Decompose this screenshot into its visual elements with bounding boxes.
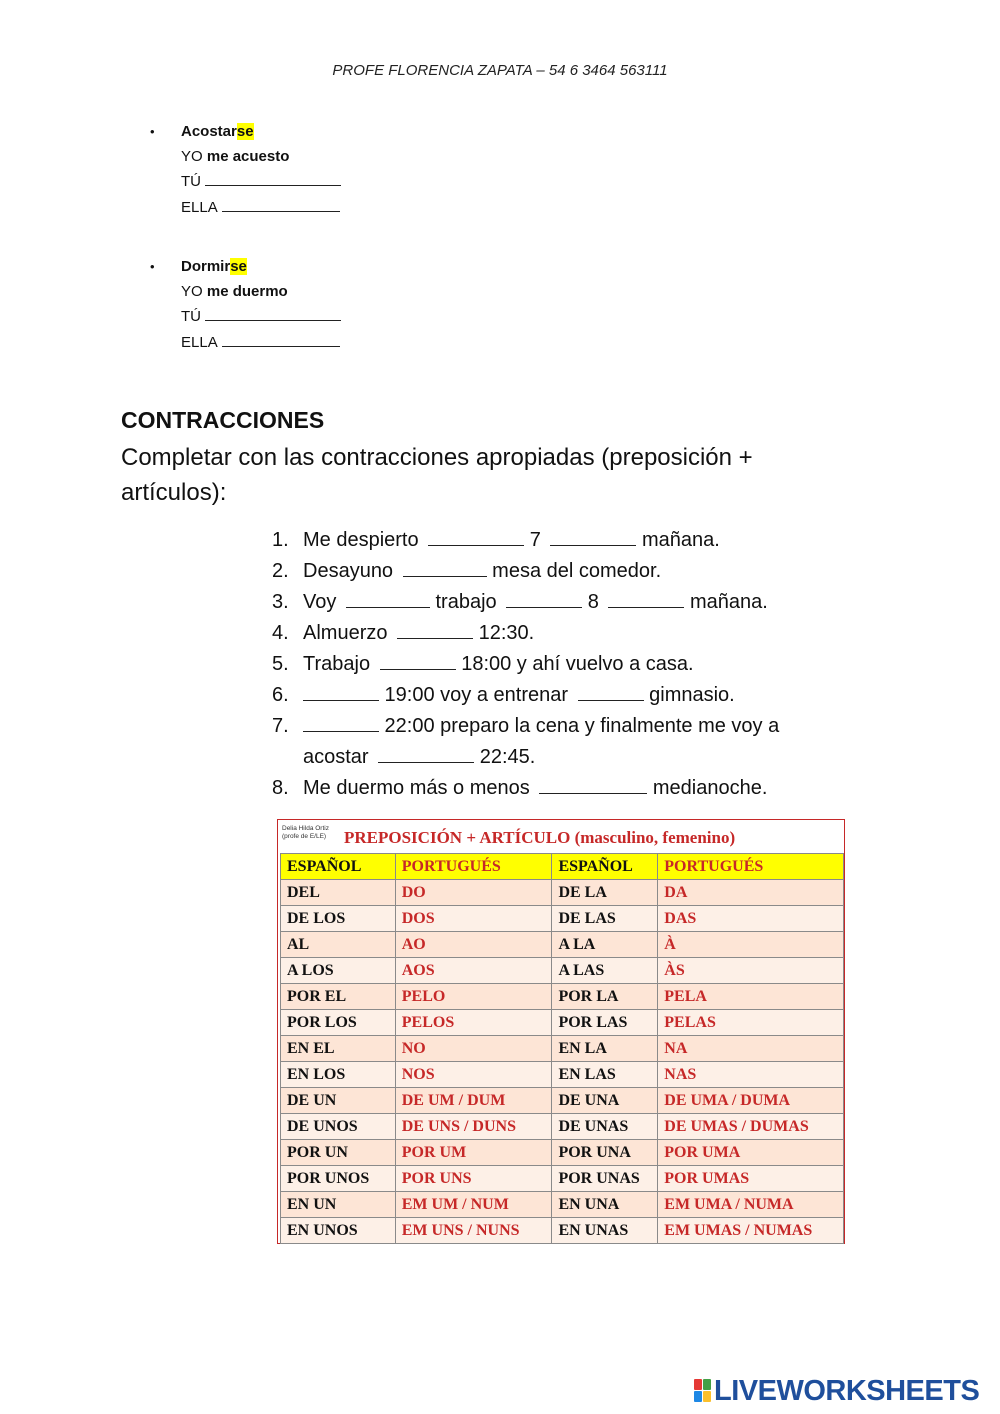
section-title: CONTRACCIONES bbox=[121, 407, 325, 433]
portuguese-cell: PELAS bbox=[658, 1010, 844, 1036]
exercise-text: 18:00 y ahí vuelvo a casa. bbox=[455, 653, 694, 675]
spanish-cell: DE UNA bbox=[552, 1088, 658, 1114]
bullet: • bbox=[150, 124, 155, 139]
exercise-text: 7 bbox=[524, 529, 547, 551]
spanish-cell: EN LAS bbox=[552, 1062, 658, 1088]
spanish-cell: AL bbox=[281, 932, 396, 958]
answer-blank[interactable] bbox=[608, 591, 684, 608]
portuguese-cell: NOS bbox=[395, 1062, 552, 1088]
page-header: PROFE FLORENCIA ZAPATA – 54 6 3464 563111 bbox=[332, 62, 668, 79]
spanish-cell: POR LA bbox=[552, 984, 658, 1010]
table-row bbox=[281, 906, 844, 932]
portuguese-cell: NO bbox=[395, 1036, 552, 1062]
spanish-cell: DE UNOS bbox=[281, 1114, 396, 1140]
verb-title bbox=[181, 255, 341, 280]
answer-blank-tu[interactable] bbox=[205, 304, 341, 321]
portuguese-cell: EM UMA / NUMA bbox=[658, 1192, 844, 1218]
exercise-item bbox=[272, 711, 842, 773]
spanish-cell: POR EL bbox=[281, 984, 396, 1010]
spanish-cell: POR UNOS bbox=[281, 1166, 396, 1192]
answer-blank-tu[interactable] bbox=[205, 169, 341, 186]
author-role: (profe de E/LE) bbox=[282, 833, 327, 840]
spanish-cell: A LOS bbox=[281, 958, 396, 984]
bullet: • bbox=[150, 259, 155, 274]
exercise-text: Me despierto bbox=[303, 529, 425, 551]
exercise-text: medianoche. bbox=[647, 777, 768, 799]
portuguese-cell: AO bbox=[395, 932, 552, 958]
exercise-item bbox=[272, 587, 842, 618]
table-header-row bbox=[281, 854, 844, 880]
table-author bbox=[282, 825, 329, 841]
answer-blank[interactable] bbox=[303, 684, 379, 701]
verb-title bbox=[181, 120, 341, 145]
portuguese-cell: DE UM / DUM bbox=[395, 1088, 552, 1114]
verb-suffix-highlight: se bbox=[236, 123, 254, 140]
spanish-cell: DE LOS bbox=[281, 906, 396, 932]
spanish-cell: DE UN bbox=[281, 1088, 396, 1114]
table-row bbox=[281, 1192, 844, 1218]
verb-stem: Acostar bbox=[181, 123, 237, 140]
exercise-text: Almuerzo bbox=[303, 622, 394, 644]
portuguese-cell: DOS bbox=[395, 906, 552, 932]
answer-blank[interactable] bbox=[428, 529, 524, 546]
table-row bbox=[281, 880, 844, 906]
pronoun-yo: YO bbox=[181, 147, 203, 165]
exercise-item bbox=[272, 525, 842, 556]
exercise-text: Me duermo más o menos bbox=[303, 777, 536, 799]
answer-blank[interactable] bbox=[550, 529, 636, 546]
conjugation-tu bbox=[181, 304, 341, 330]
exercise-text: mañana. bbox=[636, 529, 720, 551]
table-row bbox=[281, 1010, 844, 1036]
portuguese-cell: AOS bbox=[395, 958, 552, 984]
exercise-text: Desayuno bbox=[303, 560, 399, 582]
spanish-cell: EN LOS bbox=[281, 1062, 396, 1088]
liveworksheets-logo bbox=[694, 1376, 979, 1406]
exercise-text: 19:00 voy a entrenar bbox=[379, 684, 574, 706]
portuguese-cell: POR UM bbox=[395, 1140, 552, 1166]
spanish-cell: EN UNA bbox=[552, 1192, 658, 1218]
author-name: Delia Hilda Ortiz bbox=[282, 825, 329, 832]
portuguese-cell: À bbox=[658, 932, 844, 958]
table-body bbox=[281, 880, 844, 1244]
exercise-number: 3. bbox=[272, 591, 289, 613]
portuguese-cell: DA bbox=[658, 880, 844, 906]
portuguese-cell: NA bbox=[658, 1036, 844, 1062]
table-row bbox=[281, 1140, 844, 1166]
spanish-cell: POR LAS bbox=[552, 1010, 658, 1036]
exercise-text: 22:00 preparo la cena y finalmente me voy a acostar bbox=[303, 715, 780, 768]
exercise-item bbox=[272, 680, 842, 711]
column-header: PORTUGUÉS bbox=[395, 854, 552, 880]
verb-stem: Dormir bbox=[181, 258, 231, 275]
table-title: PREPOSICIÓN + ARTÍCULO (masculino, femenino) bbox=[344, 828, 736, 847]
exercise-item bbox=[272, 773, 842, 804]
pronoun-yo: YO bbox=[181, 282, 203, 300]
spanish-cell: POR LOS bbox=[281, 1010, 396, 1036]
exercise-text: 12:30. bbox=[473, 622, 535, 644]
portuguese-cell: DE UMAS / DUMAS bbox=[658, 1114, 844, 1140]
portuguese-cell: PELO bbox=[395, 984, 552, 1010]
spanish-cell: DE LAS bbox=[552, 906, 658, 932]
exercise-list bbox=[272, 525, 842, 804]
yo-form: me duermo bbox=[206, 282, 288, 300]
conjugation-tu bbox=[181, 169, 341, 195]
portuguese-cell: EM UMAS / NUMAS bbox=[658, 1218, 844, 1244]
exercise-number: 6. bbox=[272, 684, 289, 706]
column-header: ESPAÑOL bbox=[552, 854, 658, 880]
exercise-number: 8. bbox=[272, 777, 289, 799]
contraction-table bbox=[280, 853, 844, 1244]
spanish-cell: DE LA bbox=[552, 880, 658, 906]
column-header: ESPAÑOL bbox=[281, 854, 396, 880]
verb-suffix-highlight: se bbox=[230, 258, 247, 275]
table-row bbox=[281, 1088, 844, 1114]
liveworksheets-logo-icon bbox=[694, 1379, 712, 1403]
exercise-item bbox=[272, 649, 842, 680]
table-row bbox=[281, 958, 844, 984]
exercise-text: 8 bbox=[582, 591, 605, 613]
spanish-cell: POR UN bbox=[281, 1140, 396, 1166]
table-row bbox=[281, 1036, 844, 1062]
answer-blank-ella[interactable] bbox=[222, 330, 340, 347]
column-header: PORTUGUÉS bbox=[658, 854, 844, 880]
conjugation-ella bbox=[181, 330, 341, 356]
spanish-cell: EN LA bbox=[552, 1036, 658, 1062]
exercise-item bbox=[272, 618, 842, 649]
instruction-text: Completar con las contracciones apropiadas (preposición + artículos): bbox=[121, 444, 753, 506]
answer-blank[interactable] bbox=[380, 653, 456, 670]
spanish-cell: POR UNAS bbox=[552, 1166, 658, 1192]
pronoun-ella: ELLA bbox=[181, 198, 218, 216]
spanish-cell: DEL bbox=[281, 880, 396, 906]
table-row bbox=[281, 984, 844, 1010]
portuguese-cell: ÀS bbox=[658, 958, 844, 984]
table-header bbox=[278, 820, 844, 853]
spanish-cell: EN UN bbox=[281, 1192, 396, 1218]
portuguese-cell: PELOS bbox=[395, 1010, 552, 1036]
exercise-text: trabajo bbox=[429, 591, 503, 613]
spanish-cell: A LAS bbox=[552, 958, 658, 984]
portuguese-cell: EM UNS / NUNS bbox=[395, 1218, 552, 1244]
pronoun-tu: TÚ bbox=[181, 173, 201, 190]
answer-blank[interactable] bbox=[303, 715, 379, 732]
answer-blank-ella[interactable] bbox=[222, 195, 340, 212]
preposition-article-table bbox=[277, 819, 845, 1244]
pronoun-tu: TÚ bbox=[181, 308, 201, 325]
exercise-number: 1. bbox=[272, 529, 289, 551]
answer-blank[interactable] bbox=[403, 560, 487, 577]
exercise-number: 7. bbox=[272, 715, 289, 737]
table-row bbox=[281, 1062, 844, 1088]
spanish-cell: POR UNA bbox=[552, 1140, 658, 1166]
portuguese-cell: POR UMAS bbox=[658, 1166, 844, 1192]
table-row bbox=[281, 1166, 844, 1192]
yo-form: me acuesto bbox=[206, 147, 290, 165]
portuguese-cell: NAS bbox=[658, 1062, 844, 1088]
spanish-cell: DE UNAS bbox=[552, 1114, 658, 1140]
pronoun-ella: ELLA bbox=[181, 333, 218, 351]
exercise-text: 22:45. bbox=[474, 746, 536, 768]
answer-blank[interactable] bbox=[397, 622, 473, 639]
exercise-number: 4. bbox=[272, 622, 289, 644]
answer-blank[interactable] bbox=[578, 684, 644, 701]
portuguese-cell: DAS bbox=[658, 906, 844, 932]
answer-blank[interactable] bbox=[378, 746, 474, 763]
portuguese-cell: PELA bbox=[658, 984, 844, 1010]
spanish-cell: EN UNAS bbox=[552, 1218, 658, 1244]
conjugation-ella bbox=[181, 195, 341, 221]
portuguese-cell: EM UM / NUM bbox=[395, 1192, 552, 1218]
portuguese-cell: DO bbox=[395, 880, 552, 906]
portuguese-cell: POR UNS bbox=[395, 1166, 552, 1192]
exercise-number: 2. bbox=[272, 560, 289, 582]
spanish-cell: A LA bbox=[552, 932, 658, 958]
exercise-number: 5. bbox=[272, 653, 289, 675]
logo-text: LIVEWORKSHEETS bbox=[714, 1374, 980, 1407]
exercise-text: mañana. bbox=[684, 591, 768, 613]
conjugation-yo bbox=[181, 280, 341, 305]
answer-blank[interactable] bbox=[506, 591, 582, 608]
answer-blank[interactable] bbox=[539, 777, 647, 794]
table-row bbox=[281, 1114, 844, 1140]
spanish-cell: EN UNOS bbox=[281, 1218, 396, 1244]
portuguese-cell: POR UMA bbox=[658, 1140, 844, 1166]
portuguese-cell: DE UNS / DUNS bbox=[395, 1114, 552, 1140]
exercise-text: Voy bbox=[303, 591, 342, 613]
spanish-cell: EN EL bbox=[281, 1036, 396, 1062]
portuguese-cell: DE UMA / DUMA bbox=[658, 1088, 844, 1114]
table-row bbox=[281, 1218, 844, 1244]
exercise-text: gimnasio. bbox=[643, 684, 735, 706]
exercise-item bbox=[272, 556, 842, 587]
conjugation-yo bbox=[181, 145, 341, 170]
exercise-text: Trabajo bbox=[303, 653, 376, 675]
table-row bbox=[281, 932, 844, 958]
exercise-text: mesa del comedor. bbox=[486, 560, 662, 582]
answer-blank[interactable] bbox=[346, 591, 430, 608]
